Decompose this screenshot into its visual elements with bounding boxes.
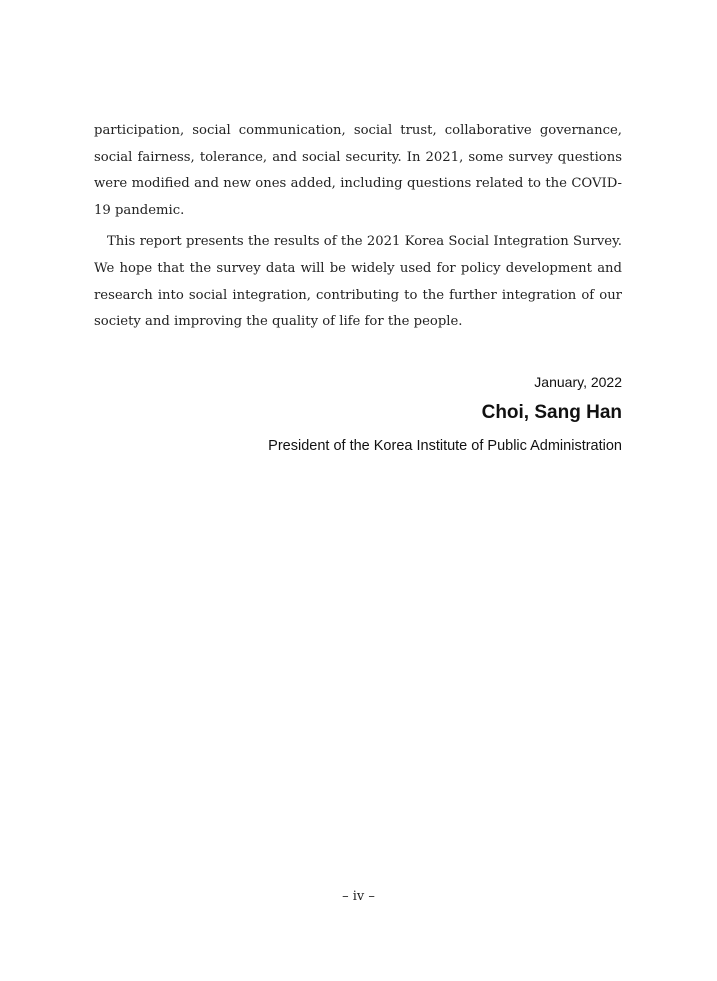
signature-name: Choi, Sang Han: [481, 402, 622, 423]
paragraph-report-intro: This report presents the results of the 2021 Korea Social Integration Survey. We hope that the survey data will be widely used for policy development and research into social integration, contributing to the further integration of our society and improving the quality of life for the people.: [94, 234, 622, 330]
signature-title: President of the Korea Institute of Public Administration: [268, 438, 622, 454]
body-text: [94, 118, 622, 336]
paragraph-continuation: participation, social communication, social trust, collaborative governance, social fairness, tolerance, and social security. In 2021, some survey questions were modified and new ones added, including questions related to the COVID-19 pandemic.: [94, 123, 622, 218]
signature-date: January, 2022: [534, 374, 622, 390]
page-number: – iv –: [342, 889, 375, 904]
signature-block: [268, 372, 622, 456]
